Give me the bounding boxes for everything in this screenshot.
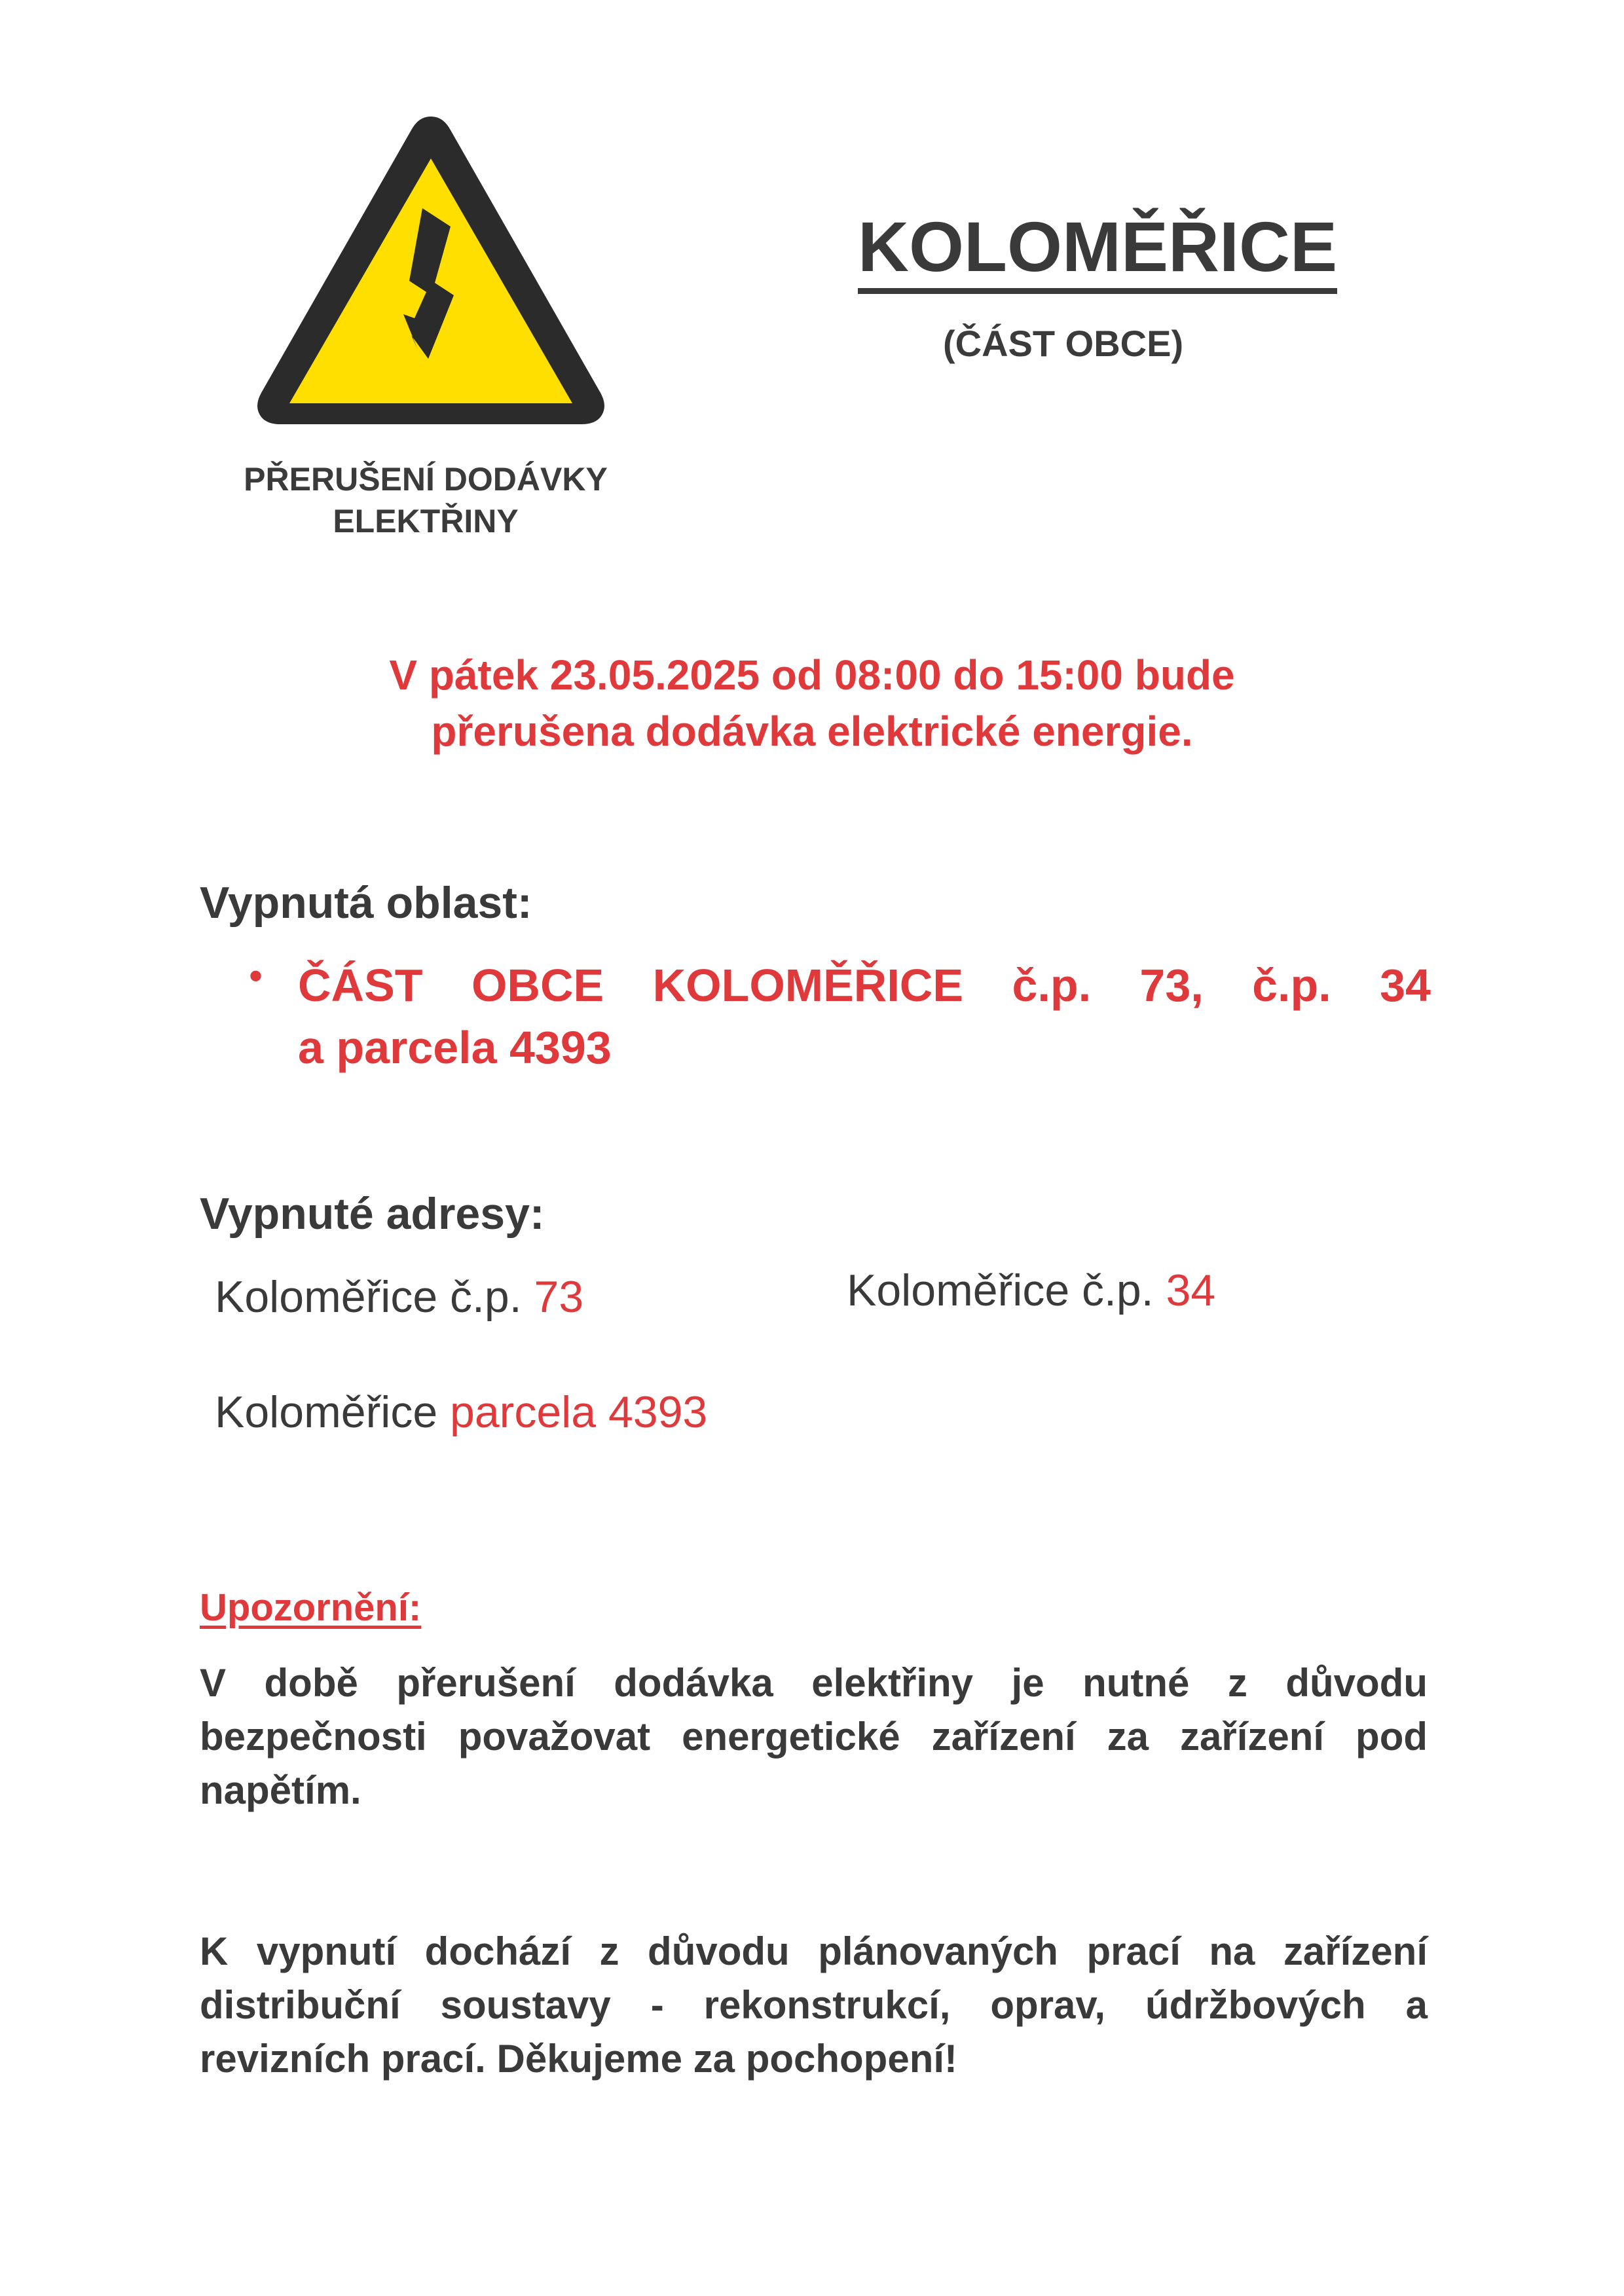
area-word: OBCE [471,960,604,1011]
announcement [196,647,1428,759]
high-voltage-warning-icon [254,111,608,429]
area-word: 73, [1139,960,1204,1011]
address-number: 73 [534,1272,584,1322]
area-word: č.p. [1252,960,1331,1011]
announcement-line2: přerušena dodávka elektrické energie. [431,708,1193,755]
area-word: KOLOMĚŘICE [652,960,964,1011]
sign-caption-line2: ELEKTŘINY [333,503,519,539]
address-item [215,1387,707,1438]
page-title: KOLOMĚŘICE [858,207,1338,286]
sign-caption-line1: PŘERUŠENÍ DODÁVKY [244,461,608,498]
area-line1 [298,959,1431,1011]
announcement-line1: V pátek 23.05.2025 od 08:00 do 15:00 bude [389,651,1235,699]
area-word: ČÁST [298,960,423,1011]
address-item [215,1271,583,1322]
page-subtitle: (ČÁST OBCE) [943,323,1184,364]
address-number: 34 [1166,1266,1216,1315]
address-number: parcela 4393 [450,1387,708,1437]
sign-caption [164,458,688,542]
notice-text: V době přerušení dodávka elektřiny je nutné z důvodu bezpečnosti považovat energetické zařízení za zařízení pod napětím. [200,1661,1428,1812]
address-place: Koloměřice č.p. [847,1266,1154,1315]
area-line2: a parcela 4393 [298,1022,612,1073]
address-place: Koloměřice č.p. [215,1272,522,1322]
bullet-icon: • [249,954,263,998]
closing-text: K vypnutí dochází z důvodu plánovaných prací na zařízení distribuční soustavy - rekonstrukcí, oprav, údržbových a revizních prací. Děkujeme za pochopení! [200,1929,1428,2081]
addresses-heading: Vypnuté adresy: [200,1189,545,1239]
address-item [847,1265,1215,1316]
area-word: č.p. [1012,960,1092,1011]
notice-heading: Upozornění: [200,1586,422,1629]
area-heading: Vypnutá oblast: [200,878,532,928]
address-place: Koloměřice [215,1387,438,1437]
title-underline [858,288,1337,294]
area-word: 34 [1380,960,1431,1011]
